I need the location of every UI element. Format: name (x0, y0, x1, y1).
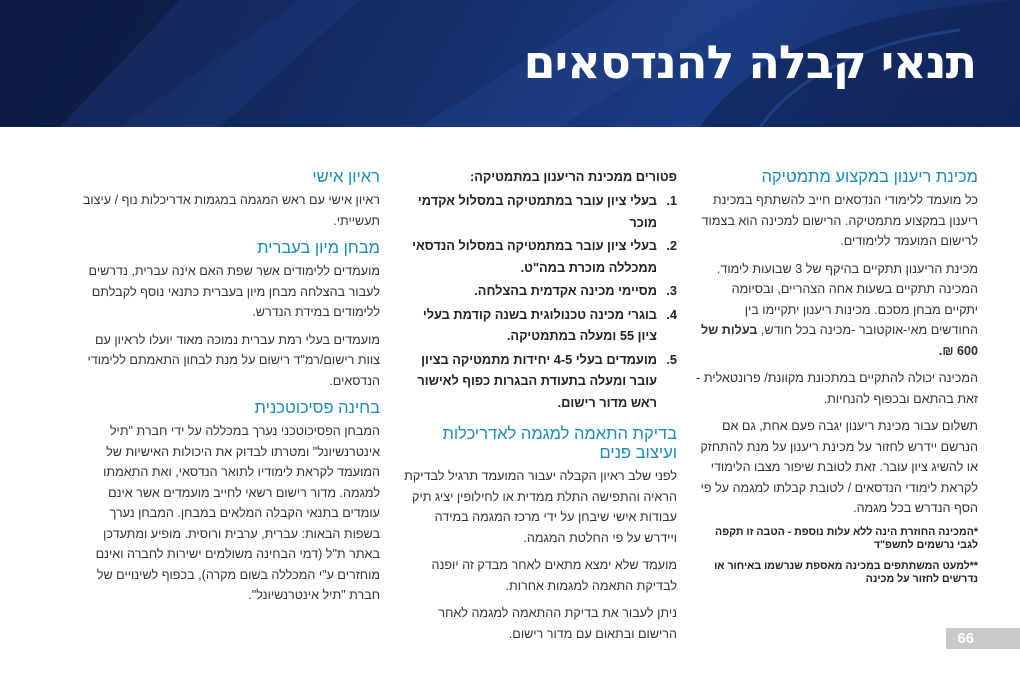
list-item (401, 190, 677, 233)
paragraph: כל מועמד ללימודי הנדסאים חייב להשתתף במכינת ריענון במקצוע מתמטיקה. הרישום למכינה הוא בצמוד לרישום המועמד ללימודים. (701, 193, 978, 248)
section-heading-hebrew-test: מבחן מיון בעברית (257, 239, 380, 257)
paragraph (696, 259, 978, 362)
paragraph: תשלום עבור מכינת ריענון יגבה פעם אחת, גם אם הנרשם יידרש לחזור על מכינת ריענון על מנת להתחזק או להשיג ציון עובר. זאת לטובת שיפור מצבו הלימודי לקראת לימודי הנדסאים / לטובת קבלתו למגמה על פי הסף הנדרש בכל מגמה. (700, 419, 978, 515)
exemptions-list (401, 190, 677, 413)
list-text: מסיימי מכינה אקדמית בהצלחה. (474, 283, 657, 298)
column-right (696, 168, 978, 594)
paragraph: מועמד שלא ימצא מתאים לאחר מבדק זה יופנה לבדיקת התאמה למגמות אחרות. (431, 558, 677, 593)
list-item (401, 349, 677, 414)
list-text: בעלי ציון עובר במתמטיקה במסלול הנדסאי ממכללה מוכרת במה"ט. (412, 238, 657, 275)
list-item (401, 280, 677, 302)
section-heading-psychotechnic: בחינה פסיכוטכנית (254, 399, 380, 417)
list-number: 5. (666, 351, 677, 367)
list-number: 4. (666, 306, 677, 322)
exemptions-heading: פטורים ממכינת הריענון במתמטיקה: (469, 169, 677, 184)
list-item (401, 304, 677, 347)
cost-text: בעלות של 600 ₪. (700, 323, 978, 358)
list-item (401, 235, 677, 278)
paragraph-text: מכינת הריענון תתקיים בהיקף של 3 שבועות לימוד. המכינה תתקיים בשעות אחה הצהריים, ובסיומה יתקיים מבחן מסכם. מכינות ריענון יתקיימו בין החודשים מאי-אוקטובר -מכינה בכל חודש, (716, 261, 978, 337)
footnote: *המכינה החוזרת הינה ללא עלות נוספת - הטבה זו תקפה לגבי נרשמים לתשפ"ד (715, 525, 978, 551)
header-banner (0, 0, 1020, 127)
column-middle (401, 168, 677, 651)
page-title: תנאי קבלה להנדסאים (523, 35, 976, 89)
list-text: בוגרי מכינה טכנולוגית בשנה קודמת בעלי ציון 55 ומעלה במתמטיקה. (422, 306, 657, 343)
page-number: 66 (946, 628, 1020, 649)
list-number: 2. (666, 238, 677, 253)
paragraph: המכינה יכולה להתקיים במתכונת מקוונת/ פרונטאלית - זאת בהתאם ובכפוף להנחיות. (696, 371, 978, 406)
section-heading-fit-check: בדיקת התאמה למגמה לאדריכלות ועיצוב פנים (442, 425, 677, 462)
section-heading-refresher: מכינת ריענון במקצוע מתמטיקה (761, 168, 978, 186)
footnote: **למעט המשתתפים במכינה מאספת שנרשמו באיחור או נדרשים לחזור על מכינה (714, 559, 978, 585)
paragraph: המבחן הפסיכוטכני נערך במכללה על ידי חברת "תיל אינטרנשיונל" ומטרתו לבדוק את היכולות האישיות של המועמד לקראת לימודיו לתואר הנדסאי, ואת התאמתו למגמה. מדור רישום רשאי לחייב מועמדים אשר אינם עומדים בתנאי הקבלה המלאים במבחן. המבחן נערך בשפות הבאות: עברית, ערבית ורוסית. מופיע ומתעדכן באתר ת"ל (דמי הבחינה משולמים ישירות לחברה ואינם מוחזרים ע"י המכללה בשום מקרה), בכפוף לשינויים של חברת "תיל אינטרנשיונל". (95, 424, 380, 602)
list-text: מועמדים בעלי 4-5 יחידות מתמטיקה בציון עובר ומעלה בתעודת הבגרות כפוף לאישור ראש מדור רישום. (417, 351, 657, 410)
list-number: 3. (666, 283, 677, 298)
paragraph: לפני שלב ראיון הקבלה יעבור המועמד תרגיל לבדיקת הראיה והתפישה התלת ממדית או לחילופין יציג תיק עבודות אישי שיבחן על ידי מרכז המגמה במידה ויידרש על פי החלטת המגמה. (404, 469, 677, 545)
section-heading-interview: ראיון אישי (312, 168, 380, 186)
paragraph: מועמדים בעלי רמת עברית נמוכה מאוד יועלו לראיון עם צוות רישום/רמ"ד רישום על מנת לבחון התאמתם ללימודי הנדסאים. (87, 332, 380, 388)
paragraph: מועמדים ללימודים אשר שפת האם אינה עברית, נדרשים לעבור בהצלחה מבחן מיון בעברית כתנאי נוסף לקבלתם ללימודים במידת הנדרש. (88, 264, 380, 319)
list-text: בעלי ציון עובר במתמטיקה במסלול אקדמי מוכר (417, 193, 657, 230)
column-left (78, 168, 380, 613)
list-number: 1. (666, 193, 677, 208)
paragraph: ראיון אישי עם ראש המגמה במגמות אדריכלות נוף / עיצוב תעשייתי. (82, 193, 380, 228)
paragraph: ניתן לעבור את בדיקת ההתאמה למגמה לאחר הרישום ובתאום עם מדור רישום. (438, 606, 677, 641)
